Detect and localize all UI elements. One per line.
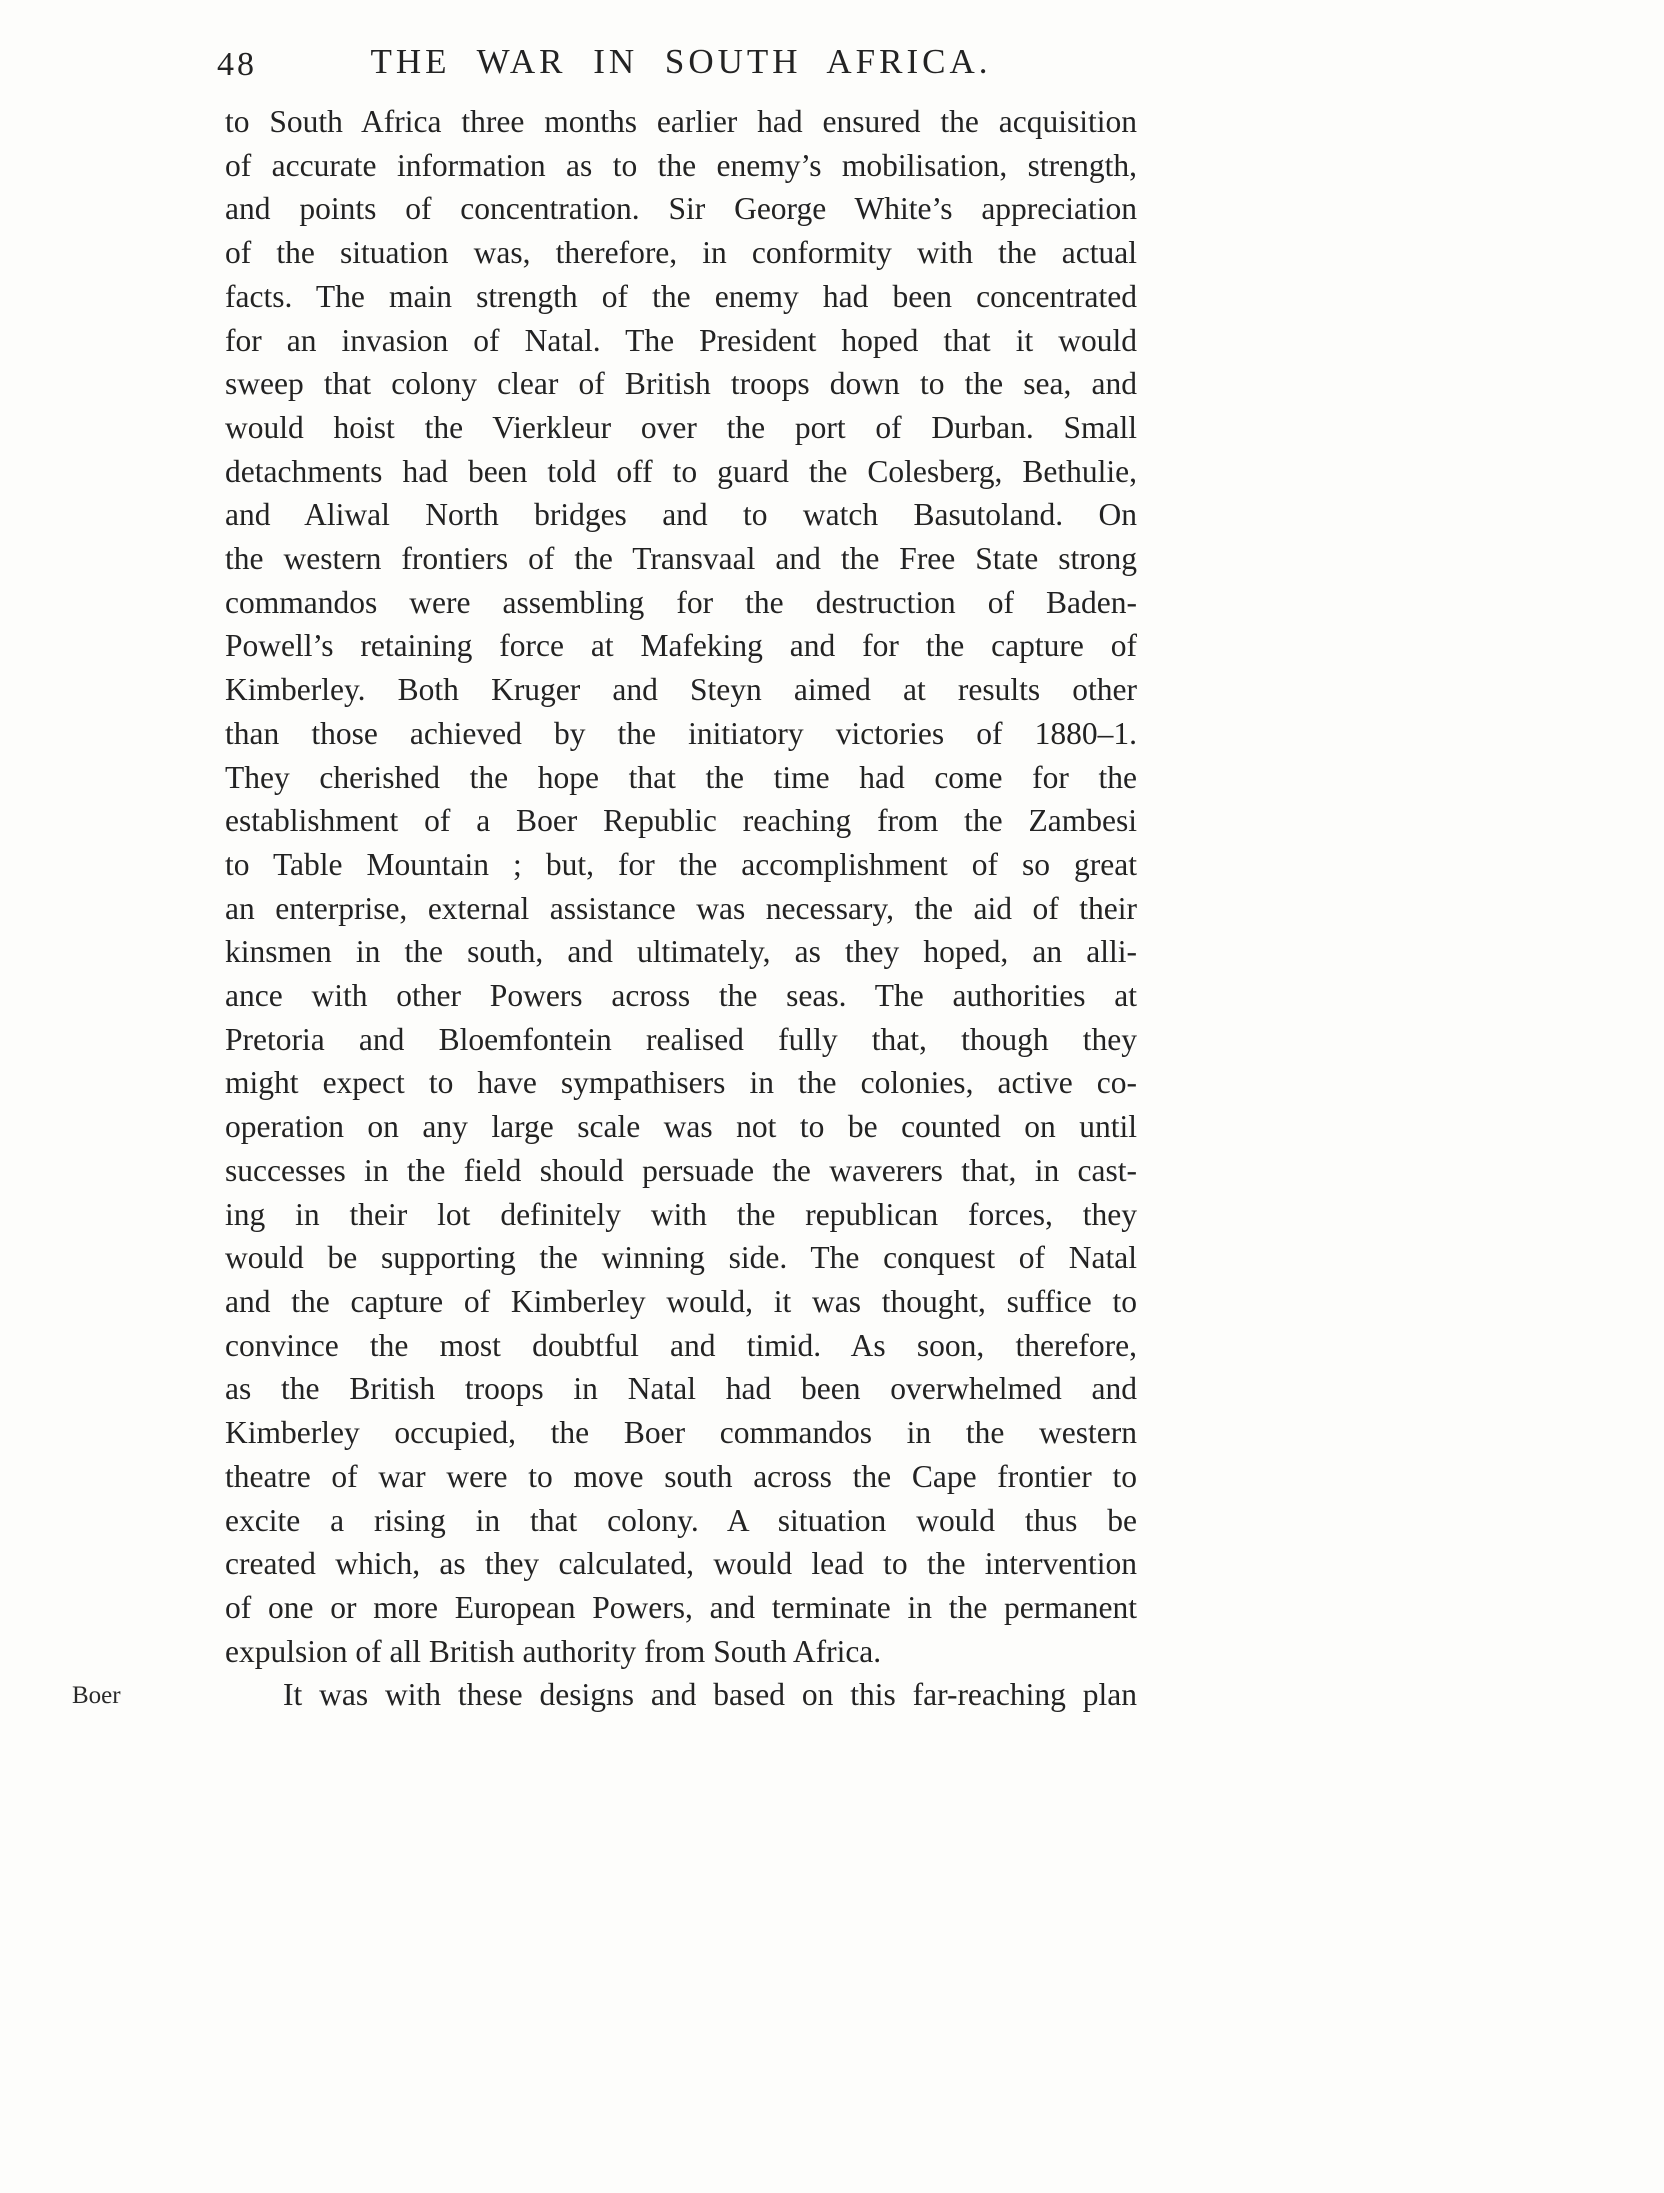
text-line: commandos were assembling for the destruction of Baden- — [225, 584, 1137, 620]
text-line: kinsmen in the south, and ultimately, as they hoped, an alli- — [225, 934, 1137, 970]
text-line: theatre of war were to move south across the Cape frontier to — [225, 1458, 1137, 1494]
text-line: than those achieved by the initiatory victories of 1880–1. — [225, 715, 1137, 751]
body-text — [225, 100, 1137, 1717]
text-line: successes in the field should persuade the waverers that, in cast- — [225, 1152, 1137, 1188]
text-line: for an invasion of Natal. The President hoped that it would — [225, 322, 1137, 358]
page-number: 48 — [217, 46, 257, 83]
margin-note: Boer — [72, 1682, 121, 1709]
text-line: to Table Mountain ; but, for the accomplishment of so great — [225, 846, 1137, 882]
page-header — [217, 42, 1137, 92]
text-line: excite a rising in that colony. A situation would thus be — [225, 1502, 1137, 1538]
text-line: ance with other Powers across the seas. The authorities at — [225, 978, 1137, 1014]
text-line: They cherished the hope that the time had come for the — [225, 759, 1137, 795]
text-line: of one or more European Powers, and terminate in the permanent — [225, 1589, 1137, 1625]
text-line: would hoist the Vierkleur over the port of Durban. Small — [225, 409, 1137, 445]
text-line: detachments had been told off to guard the Colesberg, Bethulie, — [225, 453, 1137, 489]
text-line: expulsion of all British authority from South Africa. — [225, 1633, 882, 1669]
text-line: convince the most doubtful and timid. As soon, therefore, — [225, 1327, 1137, 1363]
text-line: establishment of a Boer Republic reaching from the Zambesi — [225, 803, 1137, 839]
text-line: would be supporting the winning side. The conquest of Natal — [225, 1240, 1137, 1276]
text-line: created which, as they calculated, would lead to the intervention — [225, 1546, 1137, 1582]
text-line: as the British troops in Natal had been overwhelmed and — [225, 1371, 1137, 1407]
text-line: to South Africa three months earlier had ensured the acquisition — [225, 104, 1137, 139]
text-line: and Aliwal North bridges and to watch Basutoland. On — [225, 497, 1137, 533]
text-line: Pretoria and Bloemfontein realised fully that, though they — [225, 1021, 1137, 1057]
text-line: Kimberley occupied, the Boer commandos in the western — [225, 1415, 1137, 1451]
text-line: facts. The main strength of the enemy had been concentrated — [225, 278, 1137, 314]
text-line: Powell’s retaining force at Mafeking and for the capture of — [225, 628, 1137, 664]
text-line: an enterprise, external assistance was necessary, the aid of their — [225, 890, 1137, 926]
text-line: sweep that colony clear of British troops down to the sea, and — [225, 366, 1137, 402]
running-title: THE WAR IN SOUTH AFRICA. — [370, 42, 992, 81]
text-line: and the capture of Kimberley would, it was thought, suffice to — [225, 1283, 1137, 1319]
text-line: might expect to have sympathisers in the colonies, active co- — [225, 1065, 1137, 1101]
text-line: of the situation was, therefore, in conformity with the actual — [225, 235, 1137, 271]
text-line: the western frontiers of the Transvaal and the Free State strong — [225, 541, 1137, 577]
text-line: ing in their lot definitely with the republican forces, they — [225, 1196, 1137, 1232]
text-line: Kimberley. Both Kruger and Steyn aimed at results other — [225, 672, 1137, 708]
text-line: of accurate information as to the enemy’s mobilisation, strength, — [225, 147, 1137, 183]
text-line: operation on any large scale was not to be counted on until — [225, 1109, 1137, 1145]
text-line: and points of concentration. Sir George White’s appreciation — [225, 191, 1137, 227]
text-line: It was with these designs and based on this far-reaching plan — [283, 1677, 1137, 1713]
